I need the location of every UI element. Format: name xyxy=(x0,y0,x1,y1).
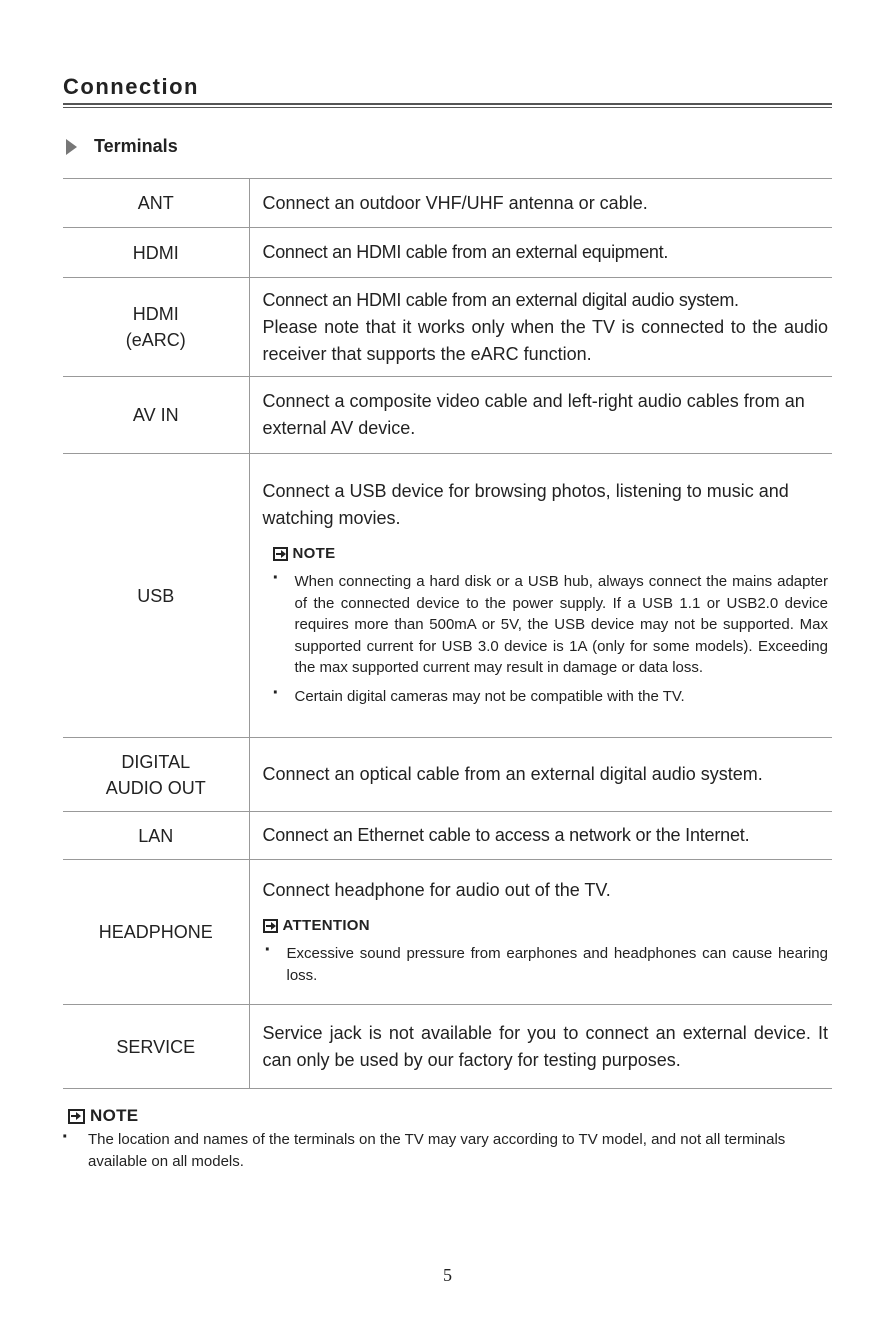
attention-heading xyxy=(263,912,829,939)
description-text: Service jack is not available for you to connect an external device. It can only be used by our factory for testing purposes. xyxy=(262,1022,828,1070)
table-row xyxy=(63,738,832,812)
terminal-description: Connect an HDMI cable from an external equipment. xyxy=(249,228,832,278)
terminal-name-line: AUDIO OUT xyxy=(105,777,206,798)
terminal-name: HDMI xyxy=(63,228,249,278)
terminal-description: Connect a composite video cable and left-right audio cables from an external AV device. xyxy=(249,377,832,454)
description-text: Connect a USB device for browsing photos, listening to music and watching movies. xyxy=(262,481,789,528)
table-row xyxy=(63,228,832,278)
table-row xyxy=(63,278,832,377)
terminal-name xyxy=(63,738,249,812)
attention-note xyxy=(263,912,829,986)
note-item: · The location and names of the terminals on the TV may vary according to TV model, and not all terminals available on all models. xyxy=(68,1129,828,1173)
terminal-description xyxy=(249,278,832,377)
attention-title: ATTENTION xyxy=(282,917,370,934)
terminal-description: Connect an optical cable from an external digital audio system. xyxy=(249,738,832,812)
note-title: NOTE xyxy=(292,545,336,562)
terminals-table xyxy=(63,178,832,1089)
attention-item: · Excessive sound pressure from earphones and headphones can cause hearing loss. xyxy=(263,943,829,986)
attention-list xyxy=(263,943,829,986)
terminal-description: Connect an outdoor VHF/UHF antenna or cable. xyxy=(249,179,832,228)
terminal-name: LAN xyxy=(63,812,249,860)
section-heading xyxy=(66,136,178,157)
terminal-name-line: (eARC) xyxy=(125,330,186,350)
note-arrow-icon xyxy=(273,547,288,561)
description-text: Connect headphone for audio out of the TV. xyxy=(262,880,611,900)
note-item: · When connecting a hard disk or a USB hub, always connect the mains adapter of the connected device to the power supply. If a USB 1.1 or USB2.0 device requires more than 500mA or 5V, the USB device may not be supported. Max supported current for USB 3.0 device is 1A (only for some models). Exceeding the max supported current may result in damage or data loss. xyxy=(263,571,829,679)
terminal-description xyxy=(249,860,832,1005)
terminal-name: HEADPHONE xyxy=(63,860,249,1005)
terminal-description: Connect an Ethernet cable to access a network or the Internet. xyxy=(249,812,832,860)
footer-note xyxy=(68,1106,828,1180)
terminal-description xyxy=(249,1005,832,1089)
table-row xyxy=(63,860,832,1005)
section-title: Terminals xyxy=(94,136,178,156)
note-item: · Certain digital cameras may not be compatible with the TV. xyxy=(263,686,829,708)
table-row xyxy=(63,377,832,454)
page-number: 5 xyxy=(443,1265,452,1285)
table-row xyxy=(63,1005,832,1089)
terminal-name xyxy=(63,278,249,377)
description-text: Please note that it works only when the TV is connected to the audio receiver that supports the eARC function. xyxy=(262,316,828,364)
note-list xyxy=(263,571,829,707)
terminal-name: AV IN xyxy=(63,377,249,454)
table-row xyxy=(63,812,832,860)
terminal-name: ANT xyxy=(63,179,249,228)
description-line: Connect an HDMI cable from an external digital audio system. xyxy=(262,289,739,310)
note-arrow-icon xyxy=(68,1109,85,1124)
page-title: Connection xyxy=(63,74,199,99)
note-list xyxy=(68,1129,828,1173)
triangle-bullet-icon xyxy=(66,139,77,155)
title-rule xyxy=(63,103,832,105)
terminal-name: USB xyxy=(63,454,249,738)
terminal-name-line: HDMI xyxy=(132,304,179,324)
note-heading xyxy=(273,540,829,567)
attention-arrow-icon xyxy=(263,919,278,933)
table-row xyxy=(63,454,832,738)
table-row xyxy=(63,179,832,228)
title-rule-thin xyxy=(63,107,832,108)
usb-note xyxy=(263,540,829,707)
terminal-name: SERVICE xyxy=(63,1005,249,1089)
note-heading xyxy=(68,1106,828,1126)
note-title: NOTE xyxy=(90,1106,139,1125)
terminal-name-line: DIGITAL xyxy=(121,751,191,772)
terminal-description xyxy=(249,454,832,738)
